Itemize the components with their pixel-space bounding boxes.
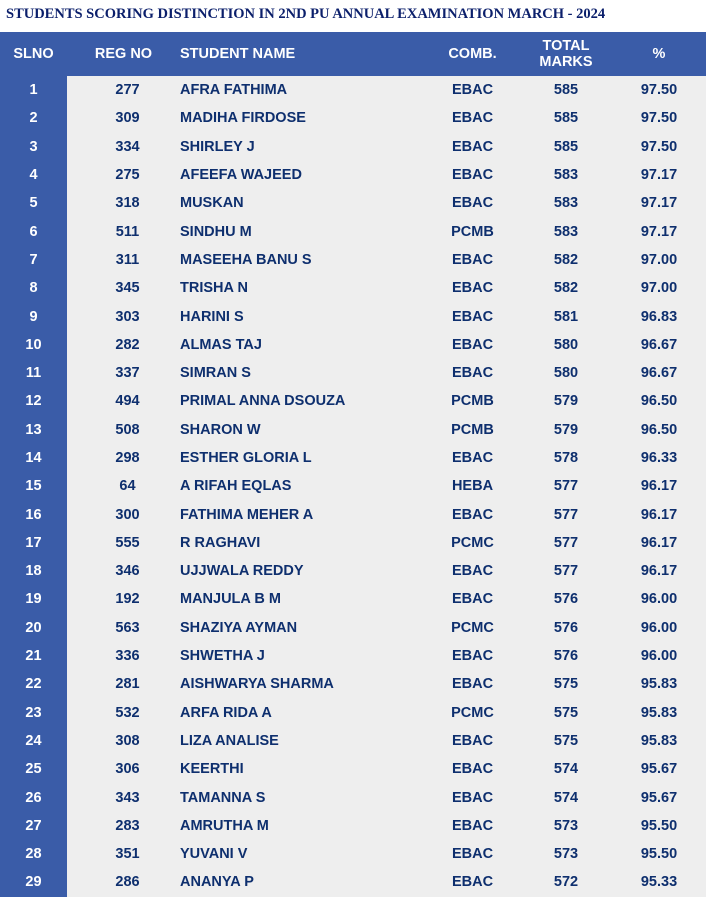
cell-student-name: AMRUTHA M xyxy=(180,817,269,834)
table-row xyxy=(0,783,706,811)
cell-percent: 97.00 xyxy=(640,280,678,297)
cell-total-marks: 585 xyxy=(553,138,579,155)
cell-percent: 97.50 xyxy=(640,138,678,155)
cell-slno: 21 xyxy=(0,642,67,670)
cell-student-name: AISHWARYA SHARMA xyxy=(180,676,334,693)
cell-percent: 97.50 xyxy=(640,110,678,127)
cell-total-marks: 577 xyxy=(553,506,579,523)
cell-regno: 318 xyxy=(115,195,140,212)
cell-regno: 306 xyxy=(115,761,140,778)
cell-total-marks: 581 xyxy=(553,308,579,325)
cell-regno: 277 xyxy=(115,82,140,99)
cell-percent: 95.50 xyxy=(640,846,678,863)
cell-percent: 96.17 xyxy=(640,506,678,523)
table-row xyxy=(0,331,706,359)
cell-regno: 345 xyxy=(115,280,140,297)
cell-percent: 95.83 xyxy=(640,676,678,693)
table-row xyxy=(0,302,706,330)
cell-comb: EBAC xyxy=(451,732,494,749)
cell-student-name: SHAZIYA AYMAN xyxy=(180,619,298,636)
header-student-name: STUDENT NAME xyxy=(180,46,296,62)
table-row xyxy=(0,161,706,189)
cell-comb: PCMB xyxy=(451,223,494,240)
cell-comb: EBAC xyxy=(451,110,494,127)
cell-comb: EBAC xyxy=(451,817,494,834)
table-row xyxy=(0,416,706,444)
cell-percent: 96.50 xyxy=(640,421,678,438)
header-total-line1: TOTAL xyxy=(542,38,590,54)
cell-slno: 24 xyxy=(0,727,67,755)
cell-student-name: MANJULA B M xyxy=(180,591,281,608)
cell-slno: 15 xyxy=(0,472,67,500)
header-comb: COMB. xyxy=(448,46,497,62)
table-row xyxy=(0,133,706,161)
cell-comb: EBAC xyxy=(451,336,494,353)
cell-slno: 11 xyxy=(0,359,67,387)
cell-slno: 16 xyxy=(0,500,67,528)
cell-regno: 308 xyxy=(115,732,140,749)
cell-comb: PCMC xyxy=(451,704,494,721)
cell-comb: EBAC xyxy=(451,251,494,268)
header-regno: REG NO xyxy=(94,46,153,62)
cell-regno: 283 xyxy=(115,817,140,834)
cell-student-name: ANANYA P xyxy=(180,874,254,891)
cell-regno: 337 xyxy=(115,365,140,382)
cell-percent: 96.83 xyxy=(640,308,678,325)
table-row xyxy=(0,699,706,727)
cell-slno: 3 xyxy=(0,133,67,161)
table-row xyxy=(0,274,706,302)
cell-slno: 5 xyxy=(0,189,67,217)
cell-percent: 96.50 xyxy=(640,393,678,410)
cell-total-marks: 580 xyxy=(553,336,579,353)
cell-regno: 311 xyxy=(115,251,140,268)
table-row xyxy=(0,246,706,274)
cell-percent: 95.83 xyxy=(640,732,678,749)
cell-total-marks: 583 xyxy=(553,223,579,240)
cell-comb: PCMC xyxy=(451,619,494,636)
cell-slno: 19 xyxy=(0,585,67,613)
cell-percent: 97.17 xyxy=(640,223,678,240)
table-row xyxy=(0,670,706,698)
cell-regno: 532 xyxy=(115,704,140,721)
cell-slno: 22 xyxy=(0,670,67,698)
cell-comb: PCMC xyxy=(451,534,494,551)
cell-slno: 18 xyxy=(0,557,67,585)
table-row xyxy=(0,217,706,245)
cell-student-name: PRIMAL ANNA DSOUZA xyxy=(180,393,346,410)
cell-regno: 563 xyxy=(115,619,140,636)
cell-student-name: AFRA FATHIMA xyxy=(180,82,288,99)
cell-student-name: ESTHER GLORIA L xyxy=(180,450,312,466)
table-row xyxy=(0,642,706,670)
table-row xyxy=(0,387,706,415)
cell-total-marks: 577 xyxy=(553,563,579,580)
cell-student-name: TAMANNA S xyxy=(180,789,266,806)
cell-comb: EBAC xyxy=(451,789,494,806)
cell-slno: 7 xyxy=(0,246,67,274)
distinction-table xyxy=(0,32,706,897)
cell-student-name: MUSKAN xyxy=(180,195,244,212)
table-row xyxy=(0,104,706,132)
cell-student-name: LIZA ANALISE xyxy=(180,732,279,749)
table-row xyxy=(0,614,706,642)
table-row xyxy=(0,557,706,585)
table-row xyxy=(0,472,706,500)
cell-total-marks: 576 xyxy=(553,591,579,608)
cell-regno: 351 xyxy=(115,846,140,863)
cell-slno: 28 xyxy=(0,840,67,868)
cell-total-marks: 572 xyxy=(553,874,579,891)
cell-total-marks: 574 xyxy=(553,789,579,806)
table-row xyxy=(0,189,706,217)
cell-comb: HEBA xyxy=(451,478,494,495)
table-row xyxy=(0,727,706,755)
cell-comb: EBAC xyxy=(451,195,494,212)
cell-comb: PCMB xyxy=(451,393,494,410)
cell-slno: 27 xyxy=(0,812,67,840)
cell-slno: 10 xyxy=(0,331,67,359)
table-row xyxy=(0,500,706,528)
cell-regno: 64 xyxy=(119,478,136,495)
cell-total-marks: 577 xyxy=(553,478,579,495)
cell-percent: 95.83 xyxy=(640,704,678,721)
cell-regno: 309 xyxy=(115,110,140,127)
header-percent: % xyxy=(652,46,666,62)
cell-comb: EBAC xyxy=(451,365,494,382)
cell-total-marks: 573 xyxy=(553,846,579,863)
cell-regno: 192 xyxy=(115,591,140,608)
cell-comb: EBAC xyxy=(451,167,494,184)
cell-slno: 13 xyxy=(0,416,67,444)
cell-comb: EBAC xyxy=(451,280,494,297)
cell-regno: 334 xyxy=(115,138,140,155)
cell-slno: 20 xyxy=(0,614,67,642)
cell-percent: 96.17 xyxy=(640,478,678,495)
cell-student-name: A RIFAH EQLAS xyxy=(180,478,292,495)
header-total-marks xyxy=(520,38,612,70)
header-slno: SLNO xyxy=(13,46,54,62)
cell-student-name: FATHIMA MEHER A xyxy=(180,506,314,523)
cell-percent: 96.00 xyxy=(640,619,678,636)
cell-total-marks: 585 xyxy=(553,110,579,127)
cell-regno: 282 xyxy=(115,336,140,353)
cell-comb: EBAC xyxy=(451,450,494,466)
cell-regno: 300 xyxy=(115,506,140,523)
cell-slno: 8 xyxy=(0,274,67,302)
cell-slno: 26 xyxy=(0,783,67,811)
cell-student-name: SHWETHA J xyxy=(180,648,265,665)
cell-total-marks: 582 xyxy=(553,280,579,297)
cell-percent: 96.00 xyxy=(640,591,678,608)
header-total-line2: MARKS xyxy=(539,54,593,70)
cell-student-name: SIMRAN S xyxy=(180,365,251,382)
cell-comb: EBAC xyxy=(451,591,494,608)
cell-total-marks: 578 xyxy=(553,450,579,466)
cell-comb: EBAC xyxy=(451,506,494,523)
cell-comb: EBAC xyxy=(451,761,494,778)
cell-percent: 96.67 xyxy=(640,336,678,353)
cell-total-marks: 576 xyxy=(553,648,579,665)
cell-percent: 96.33 xyxy=(640,450,678,466)
cell-comb: EBAC xyxy=(451,138,494,155)
cell-student-name: TRISHA N xyxy=(180,280,248,297)
cell-student-name: SHIRLEY J xyxy=(180,138,255,155)
cell-student-name: SINDHU M xyxy=(180,223,252,240)
cell-total-marks: 575 xyxy=(553,676,579,693)
page-title: STUDENTS SCORING DISTINCTION IN 2ND PU ANNUAL EXAMINATION MARCH - 2024 xyxy=(6,6,606,22)
cell-slno: 29 xyxy=(0,868,67,896)
table-row xyxy=(0,755,706,783)
cell-slno: 2 xyxy=(0,104,67,132)
cell-total-marks: 579 xyxy=(553,393,579,410)
cell-percent: 96.17 xyxy=(640,534,678,551)
cell-comb: EBAC xyxy=(451,846,494,863)
table-row xyxy=(0,359,706,387)
cell-student-name: KEERTHI xyxy=(180,761,244,778)
cell-percent: 97.17 xyxy=(640,167,678,184)
table-row xyxy=(0,529,706,557)
cell-comb: PCMB xyxy=(451,421,494,438)
cell-percent: 96.17 xyxy=(640,563,678,580)
cell-total-marks: 582 xyxy=(553,251,579,268)
cell-comb: EBAC xyxy=(451,676,494,693)
cell-comb: EBAC xyxy=(451,308,494,325)
cell-percent: 97.50 xyxy=(640,82,678,99)
table-row xyxy=(0,840,706,868)
cell-regno: 286 xyxy=(115,874,140,891)
cell-slno: 9 xyxy=(0,302,67,330)
cell-regno: 336 xyxy=(115,648,140,665)
cell-slno: 12 xyxy=(0,387,67,415)
cell-regno: 346 xyxy=(115,563,140,580)
cell-percent: 96.00 xyxy=(640,648,678,665)
cell-total-marks: 583 xyxy=(553,167,579,184)
cell-slno: 6 xyxy=(0,217,67,245)
cell-total-marks: 585 xyxy=(553,82,579,99)
cell-regno: 508 xyxy=(115,421,140,438)
cell-percent: 96.67 xyxy=(640,365,678,382)
table-row xyxy=(0,444,706,472)
cell-total-marks: 575 xyxy=(553,704,579,721)
cell-slno: 25 xyxy=(0,755,67,783)
cell-student-name: UJJWALA REDDY xyxy=(180,563,304,580)
cell-regno: 343 xyxy=(115,789,140,806)
cell-percent: 95.50 xyxy=(640,817,678,834)
cell-total-marks: 577 xyxy=(553,534,579,551)
cell-comb: EBAC xyxy=(451,563,494,580)
table-row xyxy=(0,868,706,896)
table-row xyxy=(0,585,706,613)
cell-regno: 298 xyxy=(115,450,140,466)
cell-regno: 303 xyxy=(115,308,140,325)
cell-total-marks: 579 xyxy=(553,421,579,438)
table-body xyxy=(0,76,706,897)
table-row xyxy=(0,812,706,840)
cell-student-name: SHARON W xyxy=(180,421,261,438)
cell-slno: 17 xyxy=(0,529,67,557)
cell-regno: 511 xyxy=(115,223,140,240)
cell-student-name: R RAGHAVI xyxy=(180,534,261,551)
cell-percent: 97.17 xyxy=(640,195,678,212)
cell-percent: 95.67 xyxy=(640,789,678,806)
cell-comb: EBAC xyxy=(451,82,494,99)
cell-student-name: MASEEHA BANU S xyxy=(180,251,312,268)
cell-comb: EBAC xyxy=(451,648,494,665)
cell-total-marks: 576 xyxy=(553,619,579,636)
cell-total-marks: 580 xyxy=(553,365,579,382)
cell-student-name: HARINI S xyxy=(180,308,244,325)
cell-regno: 555 xyxy=(115,534,140,551)
cell-student-name: ALMAS TAJ xyxy=(180,336,262,353)
table-header-row xyxy=(0,32,706,76)
cell-slno: 23 xyxy=(0,699,67,727)
cell-total-marks: 583 xyxy=(553,195,579,212)
cell-student-name: YUVANI V xyxy=(180,846,248,863)
cell-regno: 275 xyxy=(115,167,140,184)
cell-regno: 494 xyxy=(115,393,140,410)
cell-slno: 4 xyxy=(0,161,67,189)
cell-total-marks: 575 xyxy=(553,732,579,749)
table-row xyxy=(0,76,706,104)
cell-student-name: AFEEFA WAJEED xyxy=(180,167,302,184)
cell-slno: 14 xyxy=(0,444,67,472)
cell-percent: 95.67 xyxy=(640,761,678,778)
cell-student-name: ARFA RIDA A xyxy=(180,704,272,721)
cell-regno: 281 xyxy=(115,676,140,693)
cell-slno: 1 xyxy=(0,76,67,104)
cell-comb: EBAC xyxy=(451,874,494,891)
cell-student-name: MADIHA FIRDOSE xyxy=(180,110,306,127)
cell-total-marks: 574 xyxy=(553,761,579,778)
cell-percent: 95.33 xyxy=(640,874,678,891)
cell-percent: 97.00 xyxy=(640,251,678,268)
cell-total-marks: 573 xyxy=(553,817,579,834)
